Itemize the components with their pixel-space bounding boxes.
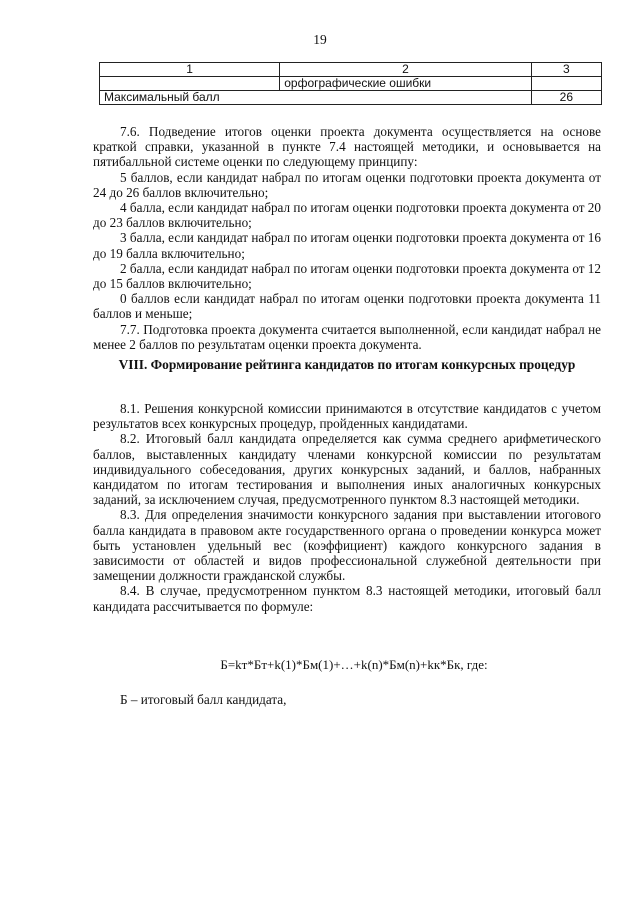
table-header-row: [100, 63, 602, 77]
section-8-text: [93, 401, 601, 614]
formula-definition: Б – итоговый балл кандидата,: [120, 692, 287, 707]
header-col-1: 1: [100, 63, 280, 77]
paragraph-score-5: 5 баллов, если кандидат набрал по итогам оценки подготовки проекта документа от 24 до 26 баллов включительно;: [93, 169, 601, 200]
page-number: 19: [313, 32, 327, 47]
max-score-label: Максимальный балл: [100, 91, 532, 105]
header-col-2: 2: [280, 63, 532, 77]
paragraph-score-2: 2 балла, если кандидат набрал по итогам оценки подготовки проекта документа от 12 до 15 баллов включительно;: [93, 260, 601, 292]
paragraph-8-3: 8.3. Для определения значимости конкурсного задания при выставлении итогового балла кандидата в правовом акте государственного органа о проведении конкурса может быть установлен удельный вес (коэффициент) каждого конкурсного задания в зависимости от областей и видов профессиональной служебной деятельности при замещении должности гражданской службы.: [93, 507, 601, 584]
section-8-heading: VIII. Формирование рейтинга кандидатов по итогам конкурсных процедур: [118, 357, 576, 372]
paragraph-7-6: 7.6. Подведение итогов оценки проекта документа осуществляется на основе краткой справки, указанной в пункте 7.4 настоящей методики, и основывается на пятибалльной системе оценки по следующему принципу:: [93, 124, 601, 170]
max-score-value: 26: [531, 91, 601, 105]
score-formula: Б=kт*Бт+k(1)*Бм(1)+…+k(n)*Бм(n)+kк*Бк, где:: [220, 657, 488, 672]
paragraph-8-1: 8.1. Решения конкурсной комиссии принимаются в отсутствие кандидатов с учетом результатов всех конкурсных процедур, пройденных кандидатами.: [93, 401, 601, 432]
paragraph-score-4: 4 балла, если кандидат набрал по итогам оценки подготовки проекта документа от 20 до 23 баллов включительно;: [93, 200, 601, 231]
paragraph-8-2: 8.2. Итоговый балл кандидата определяется как сумма среднего арифметического баллов, выставленных кандидату членами конкурсной комиссии по результатам индивидуального собеседования, других конкурсных заданий, и баллов, набранных кандидатом по итогам тестирования и выполнения иных аналогичных конкурсных заданий, за исключением случая, предусмотренного пунктом 8.3 настоящей методики.: [93, 431, 601, 508]
table-cell-empty: [100, 77, 280, 91]
paragraph-8-4: 8.4. В случае, предусмотренном пунктом 8.3 настоящей методики, итоговый балл кандидата рассчитывается по формуле:: [93, 583, 601, 614]
section-7-text: [93, 124, 601, 352]
table-total-row: [100, 91, 602, 105]
header-col-3: 3: [531, 63, 601, 77]
scoring-table: [99, 62, 602, 105]
table-cell-empty: [531, 77, 601, 91]
paragraph-score-0: 0 баллов если кандидат набрал по итогам оценки подготовки проекта документа 11 баллов и меньше;: [93, 291, 601, 322]
table-row: [100, 77, 602, 91]
table-cell-criterion: орфографические ошибки: [280, 77, 532, 91]
paragraph-7-7: 7.7. Подготовка проекта документа считается выполненной, если кандидат набрал не менее 2 баллов по результатам оценки проекта документа.: [93, 321, 601, 352]
paragraph-score-3: 3 балла, если кандидат набрал по итогам оценки подготовки проекта документа от 16 до 19 балла включительно;: [93, 230, 601, 261]
